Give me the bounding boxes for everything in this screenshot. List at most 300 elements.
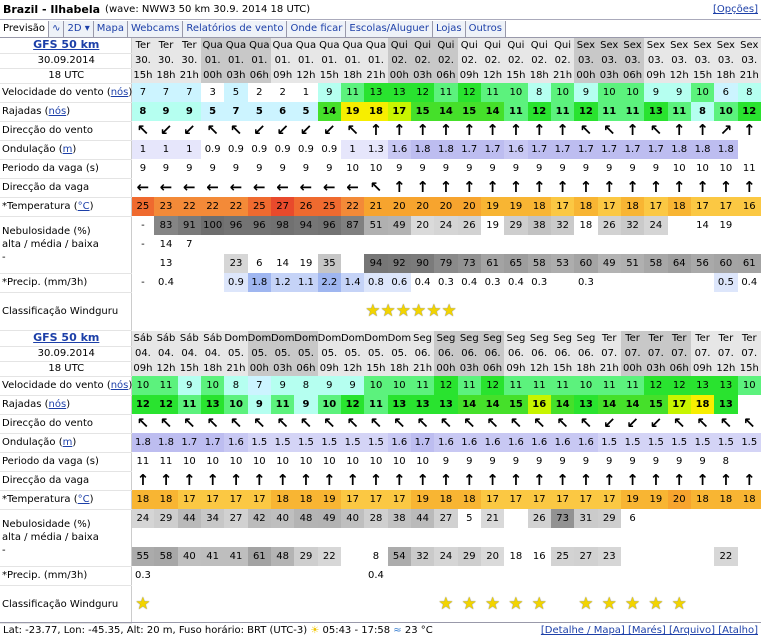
precip-cell — [668, 273, 691, 292]
wind-speed-cell: 7 — [248, 376, 271, 395]
sun-icon: ☀ — [310, 625, 320, 636]
time-header-cell: Seg — [504, 331, 527, 346]
time-header-cell: 15h — [318, 68, 341, 83]
cloud-mid-cell — [131, 528, 154, 547]
precip-cell: 1.1 — [294, 273, 317, 292]
time-header-cell: Qua — [249, 40, 270, 51]
period-cell: 10 — [691, 159, 714, 178]
gusts-cell: 15 — [458, 102, 481, 121]
swell-cell: 1.5 — [341, 433, 364, 452]
time-header-cell: 06. — [528, 346, 551, 361]
cloud-high-cell: 34 — [201, 509, 224, 528]
cloud-high-cell: 14 — [691, 216, 714, 235]
wind-dir-arrow-icon: ↖ — [136, 121, 150, 139]
swell-cell: 1.7 — [574, 140, 597, 159]
time-header-cell: Dom — [387, 333, 412, 344]
tab-onde-ficar[interactable]: Onde ficar — [287, 21, 346, 37]
gusts-cell: 13 — [434, 395, 457, 414]
cloud-high-cell: 91 — [178, 216, 201, 235]
cloud-low-cell: 41 — [201, 547, 224, 566]
time-header-cell: 07. — [691, 346, 714, 361]
wind-dir-arrow-icon: ↙ — [183, 121, 196, 139]
swell-cell: 1.6 — [224, 433, 247, 452]
precip-cell — [178, 566, 201, 585]
time-header-cell: Sex — [621, 38, 644, 53]
wind-speed-cell: 9 — [341, 376, 364, 395]
cloud-high-cell — [738, 509, 761, 528]
period-cell: 11 — [131, 452, 154, 471]
cloud-high-cell: 24 — [131, 509, 154, 528]
time-header-cell: 03. — [598, 53, 621, 68]
time-header-cell: 09h — [691, 361, 714, 376]
wind-speed-cell: 9 — [574, 83, 597, 102]
temp-cell: 20 — [388, 197, 411, 216]
gusts-cell: 14 — [458, 395, 481, 414]
wind-speed-cell: 12 — [458, 83, 481, 102]
wind-dir-arrow-icon: ↑ — [672, 121, 686, 139]
period-cell: 9 — [574, 159, 597, 178]
wind-speed-cell: 13 — [691, 376, 714, 395]
temp-cell: 20 — [411, 197, 434, 216]
wave-icon-tab[interactable]: ∿ — [49, 21, 64, 37]
period-cell: 9 — [434, 159, 457, 178]
wave-dir-arrow-icon: ↑ — [416, 178, 429, 196]
swell-cell: 1.8 — [668, 140, 691, 159]
wind-dir-arrow-icon: ↑ — [392, 121, 406, 139]
precip-cell — [224, 566, 247, 585]
rating-cell — [458, 585, 481, 623]
gusts-cell: 10 — [318, 395, 341, 414]
cloud-mid-cell — [458, 528, 481, 547]
gusts-cell: 11 — [504, 102, 527, 121]
swell-cell: 1.7 — [644, 140, 667, 159]
temp-cell: 25 — [318, 197, 341, 216]
time-header-cell: Qua — [225, 40, 247, 51]
gusts-cell: 12 — [341, 395, 364, 414]
precip-cell — [644, 566, 667, 585]
tab-bar — [0, 21, 761, 38]
time-header-cell: Qua — [342, 40, 363, 51]
time-header-cell: Ter — [668, 331, 691, 346]
wave-dir-arrow-icon: ↑ — [579, 471, 593, 489]
swell-cell: 1.8 — [691, 140, 714, 159]
wave-dir-arrow-icon: ↑ — [346, 471, 359, 489]
wind-dir-arrow-icon: ↑ — [532, 121, 546, 139]
wave-dir-arrow-icon: ↑ — [579, 178, 593, 196]
cloud-low-cell: 19 — [294, 254, 317, 273]
period-cell: 10 — [271, 452, 294, 471]
cloud-high-cell: 24 — [434, 216, 457, 235]
time-header-cell: 06. — [458, 346, 481, 361]
wave-dir-label: Direcção da vaga — [0, 471, 131, 490]
swell-cell: 1.8 — [434, 140, 457, 159]
precip-cell — [271, 566, 294, 585]
time-header-cell: 18h — [388, 361, 411, 376]
star-icon: ★ — [380, 300, 396, 321]
temp-cell: 18 — [434, 490, 457, 509]
gusts-cell: 8 — [131, 102, 154, 121]
wave-dir-arrow-icon: ← — [323, 178, 336, 196]
options-link[interactable]: [Opções] — [713, 4, 758, 15]
cloud-mid-cell — [341, 528, 364, 547]
cloud-mid-cell — [668, 235, 691, 254]
tab-webcams[interactable]: Webcams — [128, 21, 183, 37]
gusts-label: Rajadas (nós) — [0, 102, 131, 121]
wind-dir-arrow-icon: ↖ — [416, 414, 429, 432]
swell-cell: 1.6 — [388, 433, 411, 452]
swell-cell: 1.8 — [154, 433, 177, 452]
rating-cell — [201, 585, 224, 623]
model-link[interactable]: GFS 50 km — [33, 330, 100, 344]
wind-speed-cell: 11 — [504, 376, 527, 395]
cloud-high-cell: 98 — [271, 216, 294, 235]
wind-speed-cell: 10 — [574, 376, 597, 395]
wind-dir-arrow-icon: ↖ — [183, 414, 196, 432]
time-header-cell: 09h — [458, 68, 481, 83]
time-header-cell: 15h — [131, 68, 154, 83]
gusts-cell: 10 — [224, 395, 247, 414]
wind-speed-cell: 10 — [131, 376, 154, 395]
swell-cell: 1.5 — [271, 433, 294, 452]
time-header-cell: 01. — [201, 53, 224, 68]
time-header-cell: 06h — [481, 361, 504, 376]
cloud-low-cell: 23 — [224, 254, 247, 273]
rating-cell — [714, 585, 737, 623]
time-header-cell: Ter — [621, 331, 644, 346]
rating-cell — [598, 585, 621, 623]
cloud-mid-cell — [318, 528, 341, 547]
cloud-high-cell — [644, 509, 667, 528]
cloud-mid-cell — [224, 235, 247, 254]
model-link[interactable]: GFS 50 km — [33, 37, 100, 51]
cloud-high-cell: 21 — [481, 509, 504, 528]
wind-speed-cell: 10 — [504, 83, 527, 102]
gusts-cell: 8 — [691, 102, 714, 121]
time-header-cell: Seg — [528, 331, 551, 346]
cloud-high-cell: 29 — [598, 509, 621, 528]
wind-speed-cell: 11 — [458, 376, 481, 395]
time-header-cell: Sáb — [131, 331, 154, 346]
cloud-low-cell: 48 — [271, 547, 294, 566]
cloud-mid-cell — [271, 235, 294, 254]
cloud-mid-cell — [621, 235, 644, 254]
rating-cell — [388, 585, 411, 623]
cloud-low-cell: 20 — [481, 547, 504, 566]
wind-speed-cell: 11 — [341, 83, 364, 102]
wind-dir-arrow-icon: ↖ — [276, 414, 289, 432]
wind-dir-arrow-icon: ↙ — [159, 121, 173, 139]
temp-cell: 17 — [691, 197, 714, 216]
precip-cell: 1.8 — [248, 273, 271, 292]
cloud-mid-cell — [364, 528, 387, 547]
time-header-cell: 05. — [294, 346, 317, 361]
gusts-cell: 9 — [154, 102, 177, 121]
wind-speed-label: Velocidade do vento (nós) — [0, 83, 131, 102]
temp-cell: 17 — [224, 490, 247, 509]
swell-cell: 1.5 — [691, 433, 714, 452]
wind-dir-arrow-icon: ↑ — [742, 121, 756, 139]
precip-cell: 0.3 — [528, 273, 551, 292]
gusts-cell: 18 — [364, 102, 387, 121]
cloud-mid-cell — [388, 528, 411, 547]
period-cell: 9 — [434, 452, 457, 471]
tab-mapa[interactable]: Mapa — [94, 21, 128, 37]
time-header-cell: 15h — [504, 68, 527, 83]
precip-cell: 0.6 — [388, 273, 411, 292]
rating-cell — [318, 292, 341, 330]
cloud-low-cell — [691, 547, 714, 566]
cloud-mid-cell — [248, 235, 271, 254]
cloud-high-cell: 96 — [318, 216, 341, 235]
wave-dir-arrow-icon: ↑ — [672, 178, 686, 196]
precip-cell — [668, 566, 691, 585]
gusts-cell: 14 — [481, 102, 504, 121]
cloud-mid-cell — [738, 235, 761, 254]
tab-2d-dropdown[interactable]: 2D ▾ — [64, 21, 93, 37]
star-icon: ★ — [438, 593, 454, 614]
period-cell: 9 — [504, 159, 527, 178]
time-header-cell: 05. — [364, 346, 387, 361]
period-cell: 9 — [691, 452, 714, 471]
temp-cell: 22 — [341, 197, 364, 216]
time-header-cell: 21h — [364, 68, 387, 83]
temp-label: *Temperatura (°C) — [0, 197, 131, 216]
cloud-mid-cell — [411, 528, 434, 547]
gusts-cell: 11 — [621, 102, 644, 121]
time-header-cell: 03. — [714, 53, 737, 68]
cloud-mid-cell — [714, 235, 737, 254]
cloud-high-cell: 94 — [294, 216, 317, 235]
cloud-mid-cell: 14 — [154, 235, 177, 254]
rating-cell — [364, 585, 387, 623]
gusts-cell: 11 — [668, 102, 691, 121]
wave-dir-arrow-icon: ↑ — [602, 471, 616, 489]
rating-cell — [248, 585, 271, 623]
time-header-cell: 03. — [691, 53, 714, 68]
cloud-low-cell — [341, 547, 364, 566]
tab-relatorios[interactable]: Relatórios de vento — [183, 21, 287, 37]
cloud-high-cell: 40 — [341, 509, 364, 528]
time-header-cell: Qua — [365, 40, 387, 51]
cloud-low-cell: 23 — [598, 547, 621, 566]
time-header-cell: 15h — [551, 361, 574, 376]
time-header-cell: Dom — [224, 333, 248, 344]
period-cell: 9 — [458, 452, 481, 471]
period-cell: 10 — [388, 452, 411, 471]
wind-speed-cell: 12 — [481, 376, 504, 395]
rating-cell — [341, 585, 364, 623]
cloud-high-cell: 49 — [318, 509, 341, 528]
gusts-cell: 12 — [154, 395, 177, 414]
cloud-low-cell: 92 — [388, 254, 411, 273]
period-cell: 9 — [131, 159, 154, 178]
time-header-cell: 04. — [178, 346, 201, 361]
time-header-cell: 03. — [738, 53, 761, 68]
time-header-cell: 03. — [644, 53, 667, 68]
wave-dir-arrow-icon: ↑ — [159, 471, 173, 489]
wave-dir-arrow-icon: ↑ — [719, 178, 733, 196]
period-cell: 9 — [318, 159, 341, 178]
rating-label: Classificação Windguru — [0, 585, 131, 623]
rating-cell — [411, 585, 434, 623]
wind-dir-label: Direcção do vento — [0, 414, 131, 433]
precip-cell — [294, 566, 317, 585]
period-cell: 9 — [481, 159, 504, 178]
wind-dir-arrow-icon: ↖ — [346, 414, 359, 432]
rating-cell — [131, 292, 154, 330]
period-cell: 9 — [388, 159, 411, 178]
wave-dir-arrow-icon: ↑ — [532, 178, 546, 196]
wave-dir-arrow-icon: ← — [183, 178, 196, 196]
cloud-low-cell: 16 — [528, 547, 551, 566]
time-header-cell: 06. — [504, 346, 527, 361]
wind-speed-cell: 7 — [154, 83, 177, 102]
cloud-mid-cell — [621, 528, 644, 547]
time-header-cell: 00h — [434, 361, 457, 376]
cloud-low-cell: 53 — [551, 254, 574, 273]
period-cell: 11 — [738, 159, 761, 178]
swell-cell: 1.6 — [504, 433, 527, 452]
cloud-low-cell: 54 — [388, 547, 411, 566]
star-icon: ★ — [461, 593, 477, 614]
cloud-low-cell: 73 — [458, 254, 481, 273]
cloud-low-cell: 22 — [714, 547, 737, 566]
time-header-cell: 06. — [481, 346, 504, 361]
wind-dir-arrow-icon: ↑ — [439, 121, 453, 139]
wind-speed-cell: 9 — [178, 376, 201, 395]
cloud-high-cell: 44 — [178, 509, 201, 528]
time-header-cell: Dom — [270, 333, 295, 344]
rating-cell — [154, 292, 177, 330]
precip-cell — [178, 273, 201, 292]
wave-dir-arrow-icon: ↑ — [439, 178, 453, 196]
tab-previsao[interactable]: Previsão — [0, 21, 49, 37]
time-header-cell: 12h — [154, 361, 177, 376]
cloud-high-cell: 87 — [341, 216, 364, 235]
rating-cell — [551, 292, 574, 330]
cloud-mid-cell — [248, 528, 271, 547]
time-header-cell: 05. — [341, 346, 364, 361]
wind-speed-cell: 8 — [224, 376, 247, 395]
gusts-cell: 9 — [178, 102, 201, 121]
time-header-cell: 03h — [271, 361, 294, 376]
cloud-low-cell — [341, 254, 364, 273]
tab-outros[interactable]: Outros — [466, 21, 506, 37]
cloud-low-cell: 14 — [271, 254, 294, 273]
temp-cell: 19 — [411, 490, 434, 509]
time-header-cell: 09h — [271, 68, 294, 83]
precip-cell: 0.4 — [364, 566, 387, 585]
wave-dir-arrow-icon: ↑ — [369, 471, 383, 489]
tab-escolas[interactable]: Escolas/Aluguer — [346, 21, 433, 37]
period-cell: 9 — [248, 159, 271, 178]
run-date: 30.09.2014 — [0, 53, 131, 68]
time-header-cell: 15h — [738, 361, 761, 376]
precip-cell: 0.4 — [154, 273, 177, 292]
temp-cell: 18 — [271, 490, 294, 509]
cloud-low-cell — [738, 547, 761, 566]
cloud-mid-cell — [598, 235, 621, 254]
time-header-cell: Dom — [364, 333, 388, 344]
time-header-cell: Ter — [178, 38, 201, 53]
title-bar — [0, 0, 761, 20]
wind-dir-arrow-icon: ↙ — [299, 121, 313, 139]
time-header-cell: Ter — [738, 331, 761, 346]
time-header-cell: 03h — [598, 68, 621, 83]
time-header-cell: 06. — [434, 346, 457, 361]
precip-cell — [504, 566, 527, 585]
time-header-cell: Ter — [131, 38, 154, 53]
wind-speed-cell: 8 — [294, 376, 317, 395]
cloud-high-cell: 5 — [458, 509, 481, 528]
time-header-cell: 18h — [201, 361, 224, 376]
swell-cell: 1.8 — [714, 140, 737, 159]
gusts-cell: 17 — [388, 102, 411, 121]
rating-cell — [668, 292, 691, 330]
wind-dir-arrow-icon: ↑ — [486, 121, 499, 139]
cloud-mid-cell — [294, 528, 317, 547]
wind-speed-cell: 9 — [318, 376, 341, 395]
time-header-cell: 06h — [621, 68, 644, 83]
wind-speed-cell: 8 — [528, 83, 551, 102]
wind-dir-arrow-icon: ↖ — [602, 121, 616, 139]
precip-cell — [691, 273, 714, 292]
swell-cell: 1.7 — [551, 140, 574, 159]
time-header-cell: 01. — [364, 53, 387, 68]
time-header-cell: 00h — [201, 68, 224, 83]
precip-cell: 0.8 — [364, 273, 387, 292]
wave-dir-arrow-icon: ↖ — [369, 178, 383, 196]
wave-dir-arrow-icon: ↑ — [136, 471, 150, 489]
period-cell: 8 — [714, 452, 737, 471]
wave-dir-arrow-icon: ↑ — [392, 178, 406, 196]
gusts-cell: 16 — [528, 395, 551, 414]
swell-cell: 1.5 — [294, 433, 317, 452]
temp-cell: 26 — [294, 197, 317, 216]
wind-dir-arrow-icon: ↑ — [626, 121, 639, 139]
cloud-high-cell: 6 — [621, 509, 644, 528]
temp-cell: 22 — [178, 197, 201, 216]
wave-dir-arrow-icon: ← — [159, 178, 173, 196]
rating-cell — [644, 585, 667, 623]
period-cell: 9 — [528, 159, 551, 178]
gusts-cell: 7 — [224, 102, 247, 121]
period-cell: 10 — [341, 452, 364, 471]
temp-cell: 18 — [621, 197, 644, 216]
gusts-cell: 5 — [294, 102, 317, 121]
time-header-cell: Seg — [551, 331, 574, 346]
time-header-cell: 12h — [528, 361, 551, 376]
time-header-cell: 02. — [388, 53, 411, 68]
wind-speed-cell: 11 — [411, 376, 434, 395]
period-cell: 9 — [528, 452, 551, 471]
time-header-cell: 05. — [271, 346, 294, 361]
temp-cell: 18 — [154, 490, 177, 509]
cloud-mid-cell: - — [131, 235, 154, 254]
time-header-cell: 30. — [131, 53, 154, 68]
gusts-label: Rajadas (nós) — [0, 395, 131, 414]
cloud-low-cell — [131, 254, 154, 273]
wind-dir-arrow-icon: ↑ — [509, 121, 523, 139]
rating-cell — [224, 585, 247, 623]
gusts-cell — [738, 395, 761, 414]
rating-cell — [738, 585, 761, 623]
star-icon: ★ — [135, 593, 151, 614]
footer-links[interactable]: [Detalhe / Mapa] [Marés] [Arquivo] [Atalho] — [540, 625, 758, 636]
tab-lojas[interactable]: Lojas — [433, 21, 466, 37]
time-header-cell: 04. — [131, 346, 154, 361]
swell-cell: 1.6 — [504, 140, 527, 159]
